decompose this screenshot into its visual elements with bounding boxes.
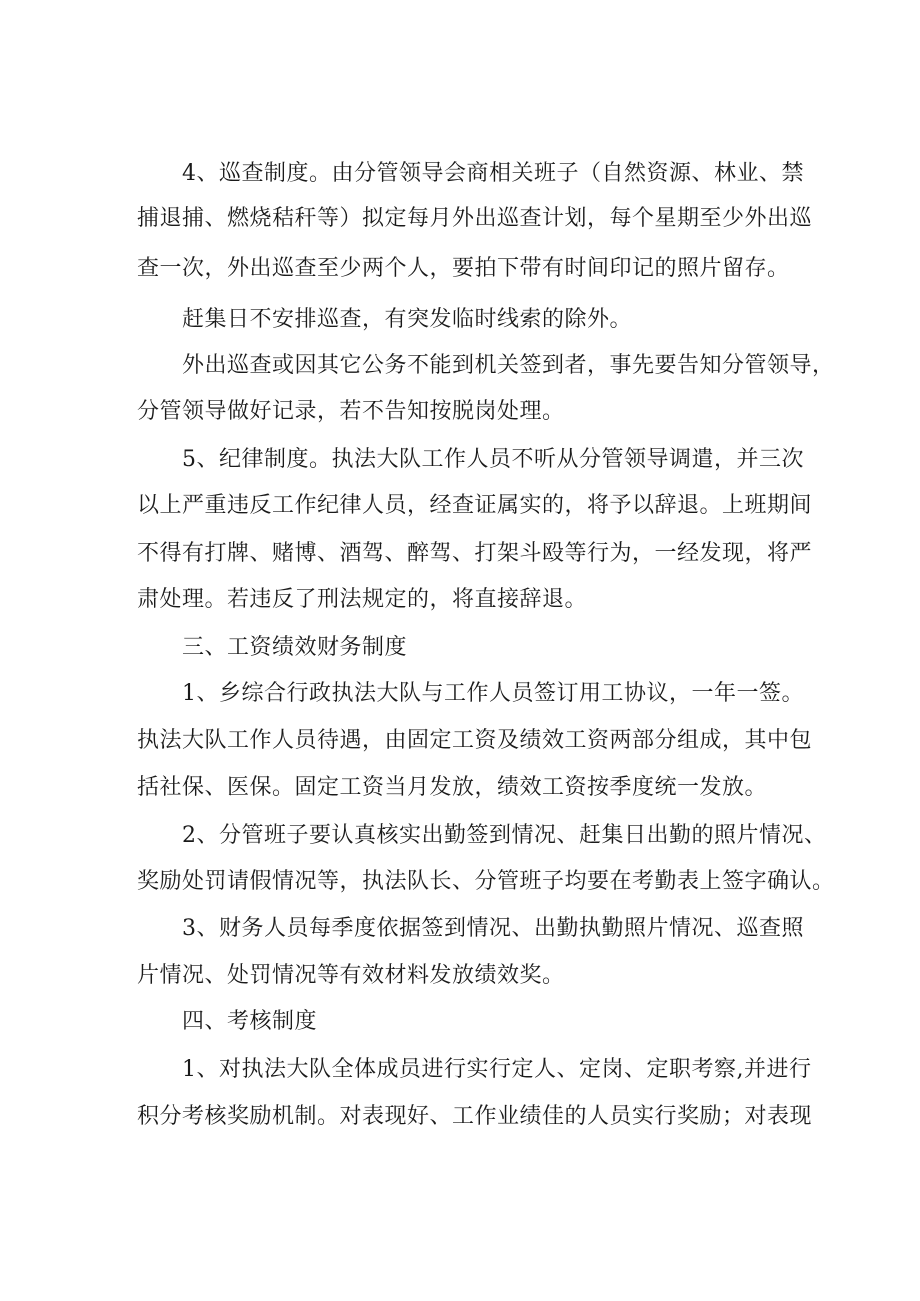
text-line: 肃处理。若违反了刑法规定的，将直接辞退。 bbox=[137, 587, 588, 612]
section-heading: 三、工资绩效财务制度 bbox=[182, 635, 408, 660]
text-line: 不得有打牌、赌博、酒驾、醉驾、打架斗殴等行为，一经发现，将严 bbox=[137, 541, 813, 566]
text-line: 分管领导做好记录，若不告知按脱岗处理。 bbox=[137, 399, 565, 424]
text-line: 2、分管班子要认真核实出勤签到情况、赶集日出勤的照片情况、 bbox=[182, 823, 827, 848]
text-line: 以上严重违反工作纪律人员，经查证属实的，将予以辞退。上班期间 bbox=[137, 493, 813, 518]
text-line: 赶集日不安排巡查，有突发临时线索的除外。 bbox=[182, 307, 633, 332]
text-line: 查一次，外出巡查至少两个人，要拍下带有时间印记的照片留存。 bbox=[137, 256, 790, 281]
text-line: 外出巡查或因其它公务不能到机关签到者，事先要告知分管领导， bbox=[182, 353, 835, 378]
section-heading: 四、考核制度 bbox=[182, 1009, 318, 1034]
text-line: 括社保、医保。固定工资当月发放，绩效工资按季度统一发放。 bbox=[137, 775, 768, 800]
text-line: 4、巡查制度。由分管领导会商相关班子（自然资源、林业、禁 bbox=[182, 161, 804, 186]
text-line: 片情况、处罚情况等有效材料发放绩效奖。 bbox=[137, 963, 565, 988]
text-line: 1、对执法大队全体成员进行实行定人、定岗、定职考察,并进行 bbox=[182, 1057, 812, 1082]
text-line: 积分考核奖励机制。对表现好、工作业绩佳的人员实行奖励；对表现 bbox=[137, 1104, 813, 1129]
text-line: 3、财务人员每季度依据签到情况、出勤执勤照片情况、巡查照 bbox=[182, 916, 804, 941]
text-line: 5、纪律制度。执法大队工作人员不听从分管领导调遣，并三次 bbox=[182, 447, 804, 472]
text-line: 奖励处罚请假情况等，执法队长、分管班子均要在考勤表上签字确认。 bbox=[137, 869, 835, 894]
text-line: 执法大队工作人员待遇，由固定工资及绩效工资两部分组成，其中包 bbox=[137, 728, 813, 753]
text-line: 捕退捕、燃烧秸秆等）拟定每月外出巡查计划，每个星期至少外出巡 bbox=[137, 206, 813, 231]
text-line: 1、乡综合行政执法大队与工作人员签订用工协议，一年一签。 bbox=[182, 681, 804, 706]
